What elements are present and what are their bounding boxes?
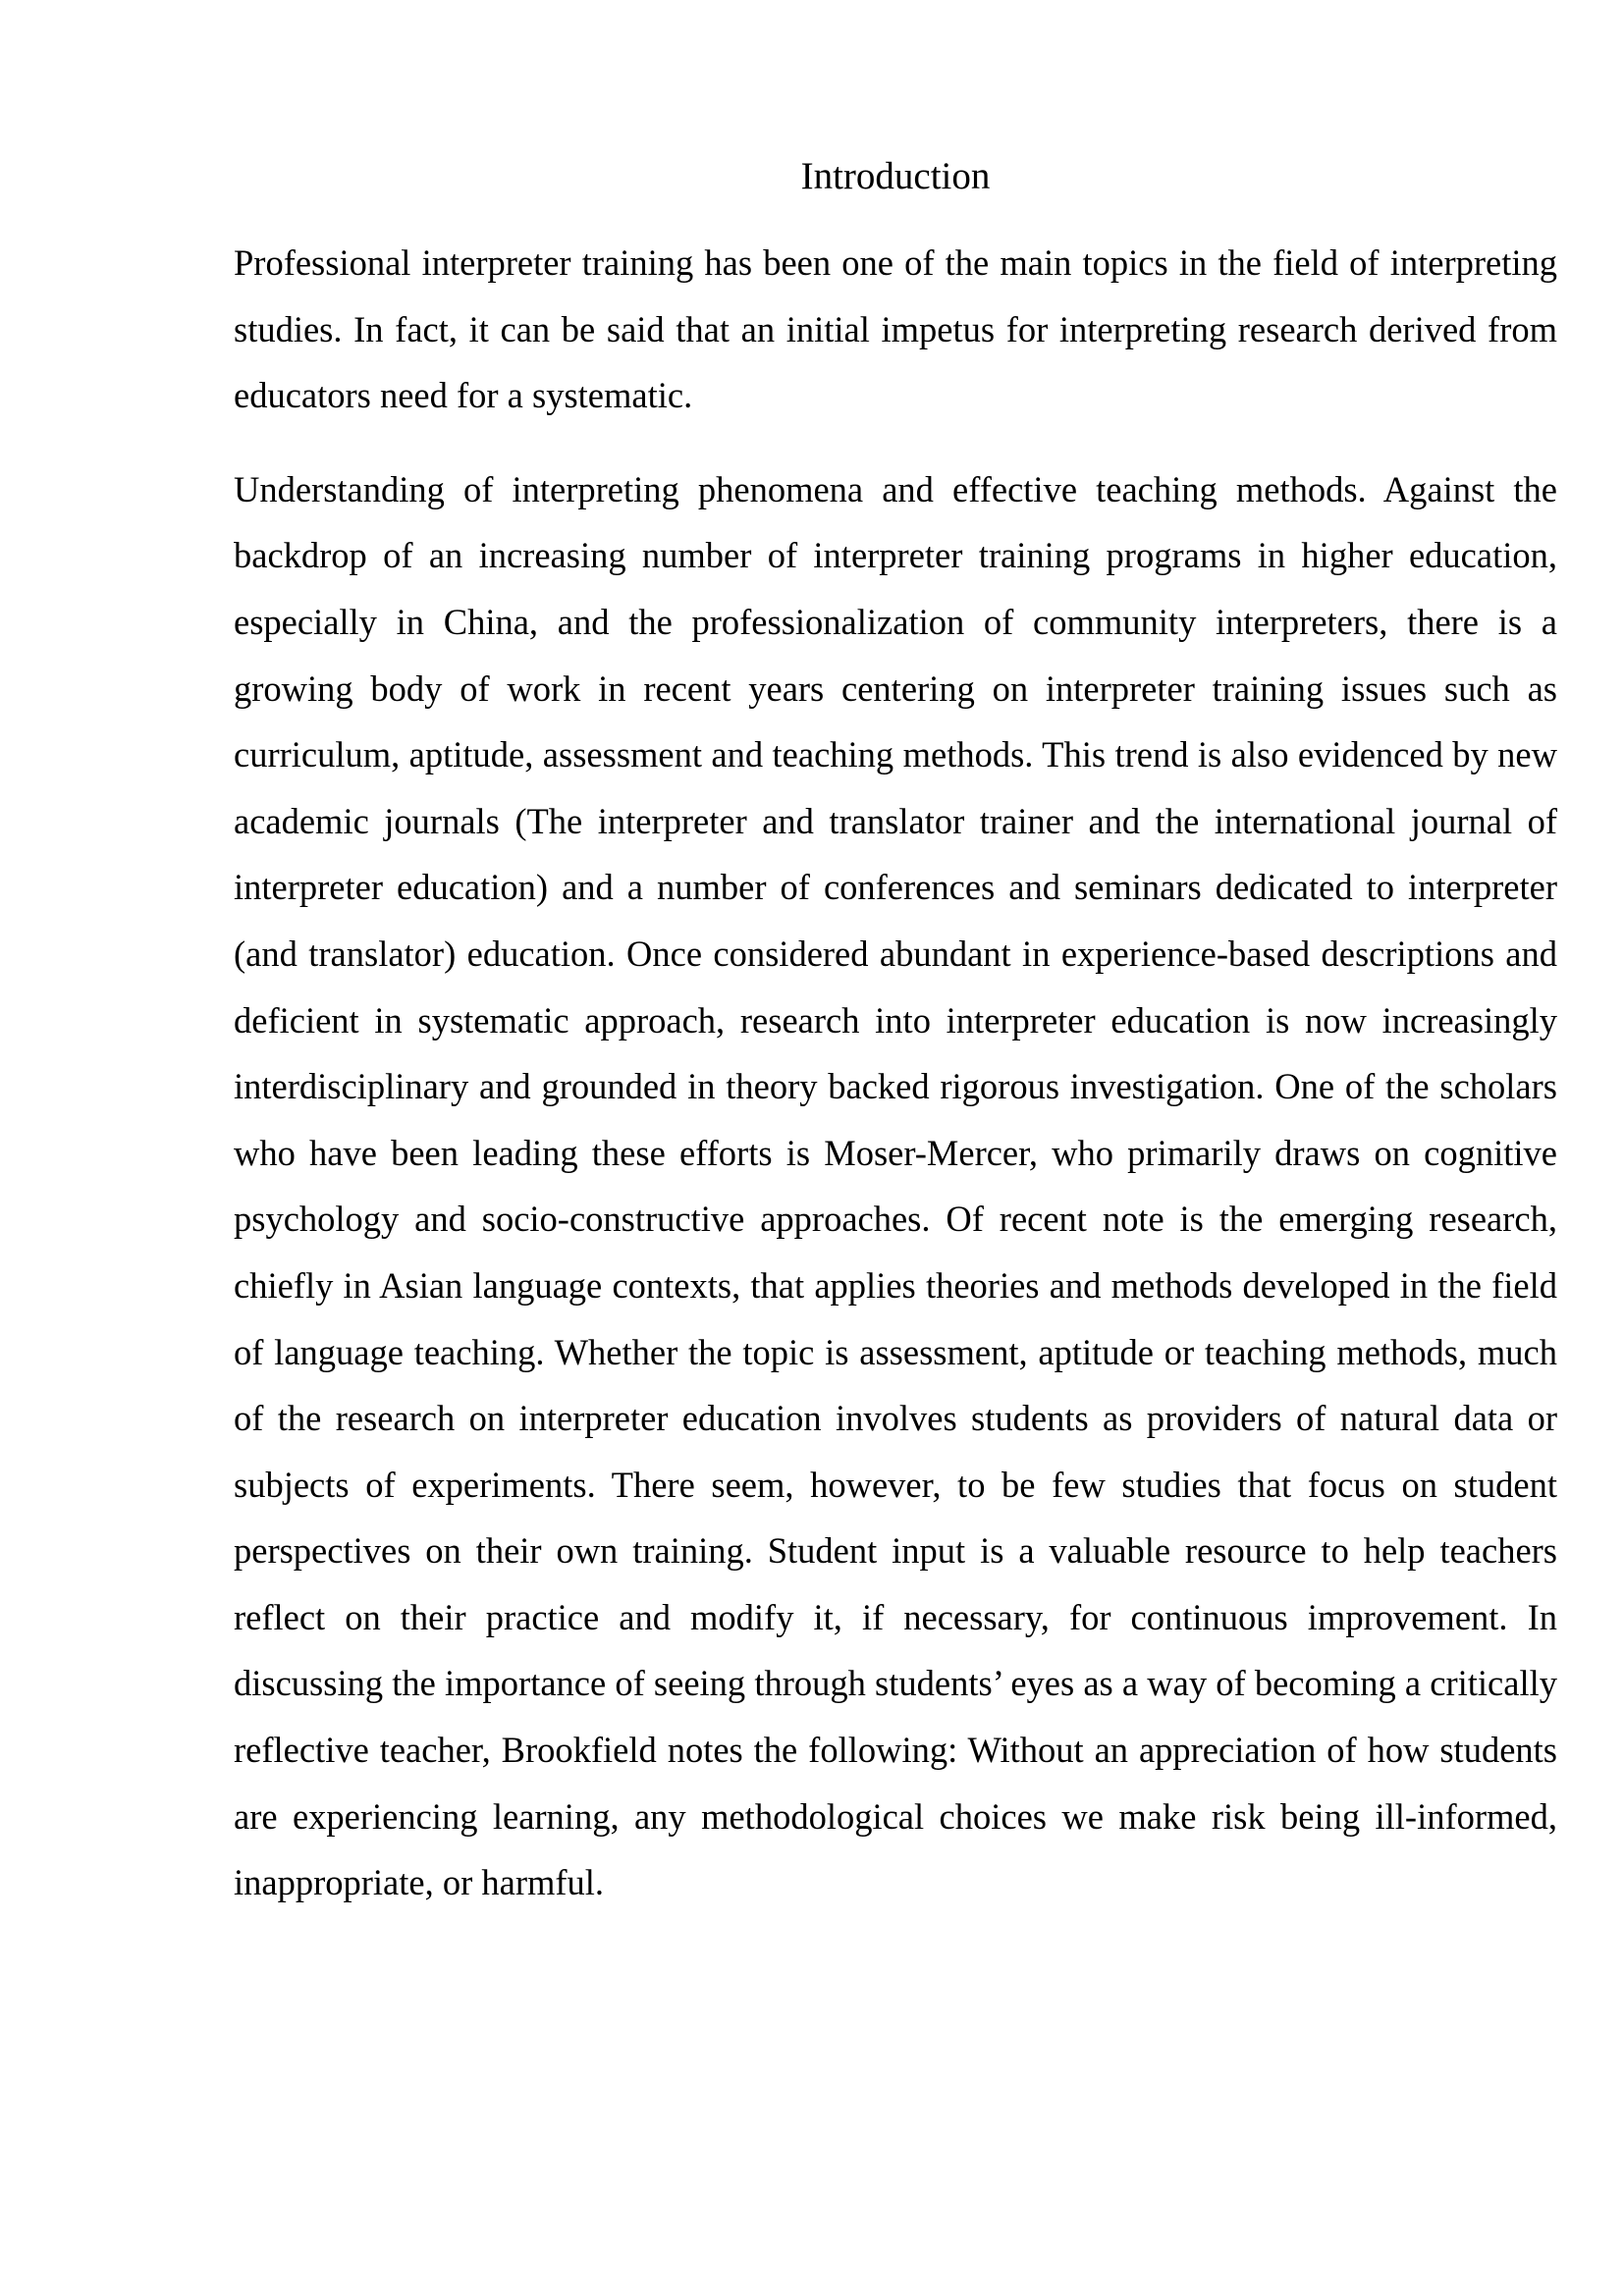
page-title: Introduction xyxy=(800,155,991,197)
paragraph-1: Professional interpreter training has been one of the main topics in the field of interpreting studies. In fact, it can be said that an initial impetus for interpreting research derived from educators need for a systematic. xyxy=(234,242,1557,416)
paragraph-2: Understanding of interpreting phenomena and effective teaching methods. Against the backdrop of an increasing number of interpreter training programs in higher education, especially in China, and the professionalization of community interpreters, there is a growing body of work in recent years centering on interpreter training issues such as curriculum, aptitude, assessment and teaching methods. This trend is also evidenced by new academic journals (The interpreter and translator trainer and the international journal of interpreter education) and a number of conferences and seminars dedicated to interpreter (and translator) education. Once considered abundant in experience-based descriptions and deficient in systematic approach, research into interpreter education is now increasingly interdisciplinary and grounded in theory backed rigorous investigation. One of the scholars who have been leading these efforts is Moser-Mercer, who primarily draws on cognitive psychology and socio-constructive approaches. Of recent note is the emerging research, chiefly in Asian language contexts, that applies theories and methods developed in the field of language teaching. Whether the topic is assessment, aptitude or teaching methods, much of the research on interpreter education involves students as providers of natural data or subjects of experiments. There seem, however, to be few studies that focus on student perspectives on their own training. Student input is a valuable resource to help teachers reflect on their practice and modify it, if necessary, for continuous improvement. In discussing the importance of seeing through students’ eyes as a way of becoming a critically reflective teacher, Brookfield notes the following: Without an appreciation of how students are experiencing learning, any methodological choices we make risk being ill-informed, inappropriate, or harmful. xyxy=(234,468,1557,1903)
document-body xyxy=(234,149,1557,1916)
